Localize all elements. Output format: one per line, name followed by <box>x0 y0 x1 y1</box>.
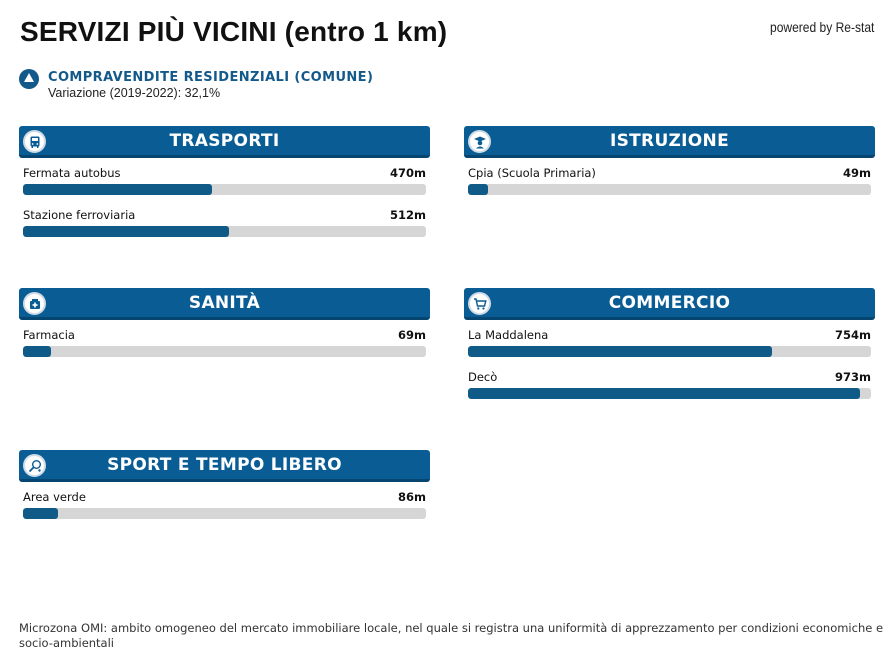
section-header <box>19 288 430 320</box>
section-header <box>464 288 875 320</box>
distance-bar-fill <box>23 508 58 519</box>
item-label: Stazione ferroviaria <box>23 208 136 222</box>
item-distance: 470m <box>390 166 426 180</box>
distance-bar-track <box>468 346 871 357</box>
triangle-up-icon <box>19 69 39 89</box>
section-header <box>19 126 430 158</box>
list-item <box>23 482 426 524</box>
item-distance: 973m <box>835 370 871 384</box>
distance-bar-track <box>468 388 871 399</box>
section-sanita <box>19 288 430 362</box>
section-istruzione <box>464 126 875 200</box>
distance-bar-fill <box>468 346 772 357</box>
kpi-subtitle: Variazione (2019-2022): 32,1% <box>48 86 221 100</box>
kpi-title: COMPRAVENDITE RESIDENZIALI (COMUNE) <box>48 70 374 85</box>
footer-note: Microzona OMI: ambito omogeneo del mercato immobiliare locale, nel quale si registra una uniformità di apprezzamento per condizioni economiche e socio-ambientali <box>19 621 884 650</box>
distance-bar-fill <box>23 184 212 195</box>
list-item <box>468 158 871 200</box>
page-title: SERVIZI PIÙ VICINI (entro 1 km) <box>20 16 448 47</box>
section-sport <box>19 450 430 524</box>
item-distance: 512m <box>390 208 426 222</box>
distance-bar-fill <box>23 346 51 357</box>
section-title: COMMERCIO <box>608 293 731 313</box>
distance-bar-fill <box>23 226 229 237</box>
distance-bar-track <box>23 184 426 195</box>
item-label: Decò <box>468 370 498 384</box>
section-title: ISTRUZIONE <box>609 131 729 151</box>
distance-bar-track <box>23 508 426 519</box>
item-distance: 69m <box>398 328 426 342</box>
item-label: Area verde <box>23 490 86 504</box>
section-title: SPORT E TEMPO LIBERO <box>107 455 342 475</box>
item-distance: 754m <box>835 328 871 342</box>
distance-bar-track <box>23 346 426 357</box>
section-trasporti <box>19 126 430 242</box>
section-header <box>19 450 430 482</box>
item-label: La Maddalena <box>468 328 549 342</box>
section-commercio <box>464 288 875 404</box>
section-title: TRASPORTI <box>169 131 280 151</box>
section-title: SANITÀ <box>188 293 261 313</box>
list-item <box>468 320 871 362</box>
item-distance: 86m <box>398 490 426 504</box>
list-item <box>468 362 871 404</box>
distance-bar-track <box>468 184 871 195</box>
powered-by-logo: powered by Re-stat <box>769 19 874 35</box>
item-label: Fermata autobus <box>23 166 121 180</box>
section-header <box>464 126 875 158</box>
list-item <box>23 200 426 242</box>
item-distance: 49m <box>843 166 871 180</box>
list-item <box>23 158 426 200</box>
item-label: Cpia (Scuola Primaria) <box>468 166 596 180</box>
distance-bar-track <box>23 226 426 237</box>
distance-bar-fill <box>468 184 488 195</box>
distance-bar-fill <box>468 388 860 399</box>
list-item <box>23 320 426 362</box>
item-label: Farmacia <box>23 328 75 342</box>
